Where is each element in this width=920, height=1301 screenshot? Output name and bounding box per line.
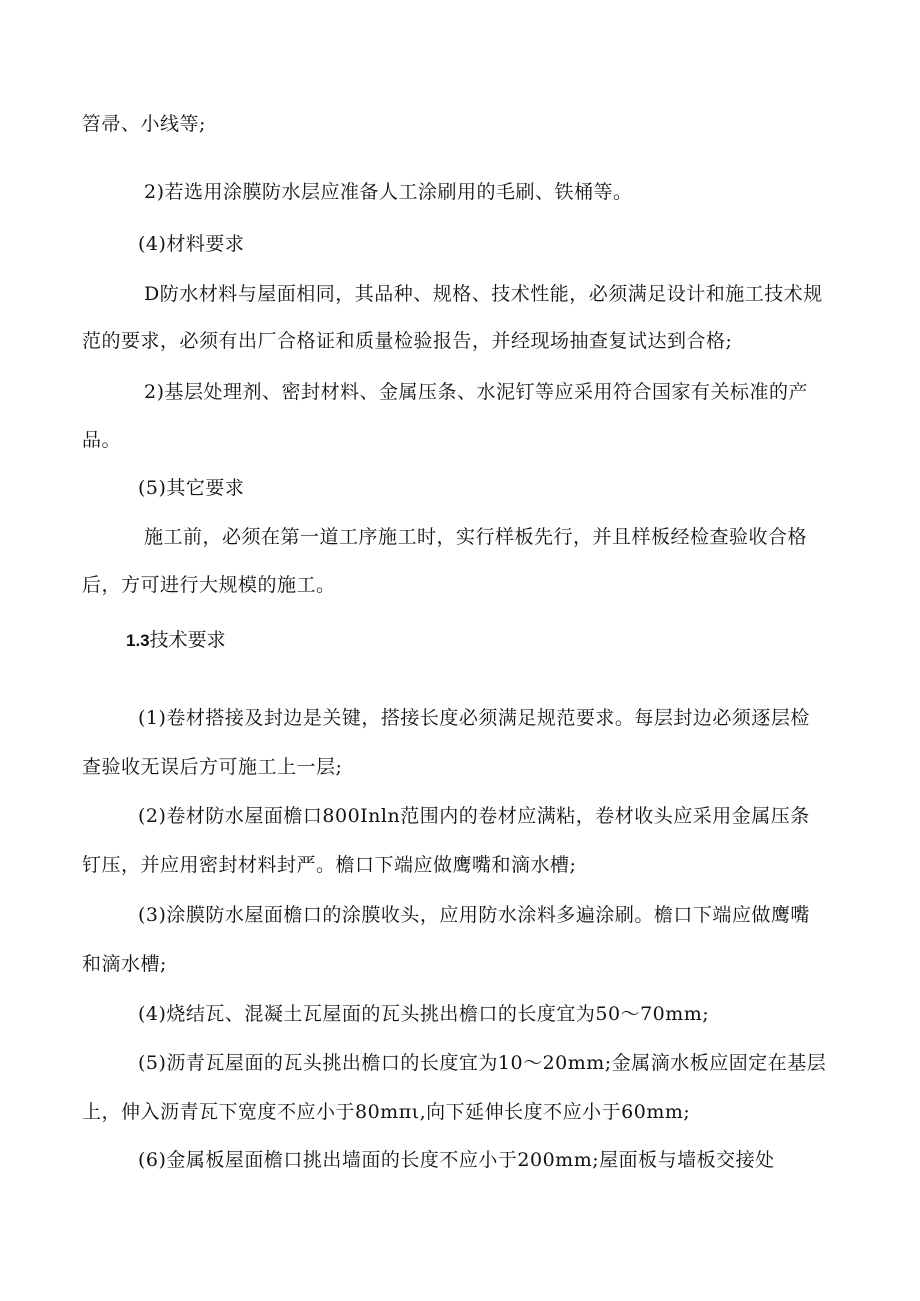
- text-line: D防水材料与屋面相同，其品种、规格、技术性能，必须满足设计和施工技术规: [144, 283, 823, 305]
- text-line: 2)基层处理剂、密封材料、金属压条、水泥钉等应采用符合国家有关标准的产: [144, 381, 809, 403]
- text-line: 和滴水槽;: [82, 953, 167, 975]
- text-line: 施工前，必须在第一道工序施工时，实行样板先行，并且样板经检查验收合格: [144, 526, 808, 548]
- text-line: (2)卷材防水屋面檐口800Inln范围内的卷材应满粘，卷材收头应采用金属压条: [138, 805, 810, 827]
- text-line: (1)卷材搭接及封边是关键，搭接长度必须满足规范要求。每层封边必须逐层检: [138, 707, 810, 729]
- text-line: 上，伸入沥青瓦下宽度不应小于80mπι,向下延伸长度不应小于60mm;: [82, 1101, 691, 1123]
- text-line: (5)沥青瓦屋面的瓦头挑出檐口的长度宜为10～20mm;金属滴水板应固定在基层: [138, 1052, 827, 1074]
- text-line: (3)涂膜防水屋面檐口的涂膜收头，应用防水涂料多遍涂刷。檐口下端应做鹰嘴: [138, 904, 810, 926]
- text-line: (6)金属板屋面檐口挑出墙面的长度不应小于200mm;屋面板与墙板交接处: [138, 1149, 775, 1171]
- text-line: 2)若选用涂膜防水层应准备人工涂刷用的毛刷、铁桶等。: [144, 181, 633, 203]
- text-line: 后，方可进行大规模的施工。: [82, 574, 336, 596]
- text-line: 查验收无误后方可施工上一层;: [82, 756, 343, 778]
- text-line: 品。: [82, 429, 122, 451]
- text-line: 钉压，并应用密封材料封严。檐口下端应做鹰嘴和滴水槽;: [82, 854, 577, 876]
- subsection-heading: (4)材料要求: [138, 233, 245, 255]
- subsection-heading: (5)其它要求: [138, 477, 245, 499]
- section-title: 技术要求: [149, 629, 226, 651]
- section-number: 1.3: [126, 631, 150, 650]
- text-line: (4)烧结瓦、混凝土瓦屋面的瓦头挑出檐口的长度宜为50～70mm;: [138, 1003, 710, 1025]
- section-heading: [126, 626, 226, 655]
- text-line: 笤帚、小线等;: [82, 113, 206, 135]
- text-line: 范的要求，必须有出厂合格证和质量检验报告，并经现场抽查复试达到合格;: [82, 330, 733, 352]
